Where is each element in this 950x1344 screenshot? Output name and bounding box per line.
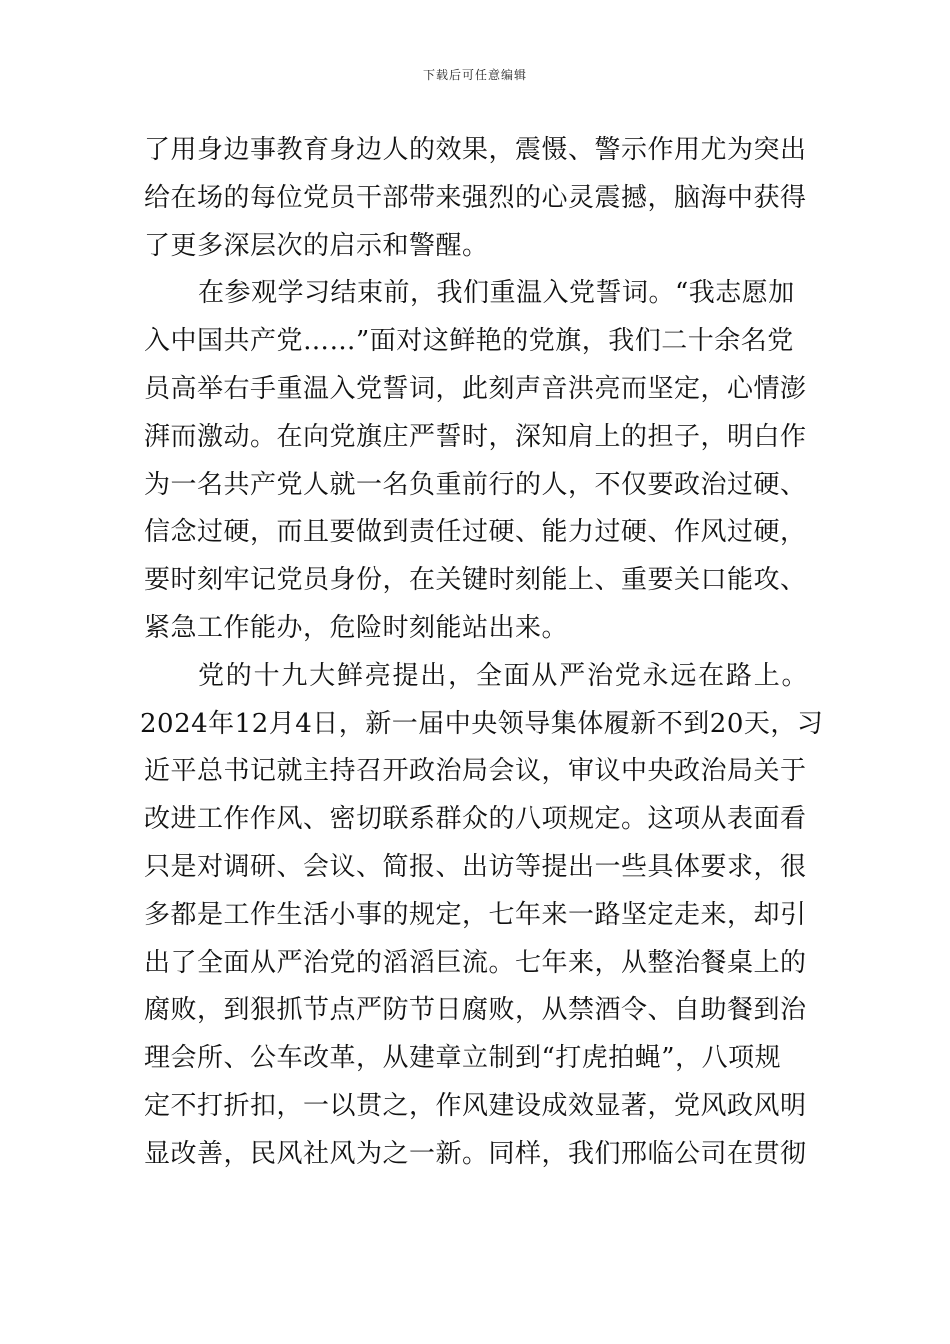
text-line: 腐败，到狠抓节点严防节日腐败，从禁酒令、自助餐到治: [144, 995, 807, 1026]
text-line: 显改善，民风社风为之一新。同样，我们邢临公司在贯彻: [144, 1138, 807, 1169]
text-line: 入中国共产党……”面对这鲜艳的党旗，我们二十余名党: [144, 326, 794, 357]
text-line: 在参观学习结束前，我们重温入党誓词。“我志愿加: [198, 278, 795, 309]
text-line: 湃而激动。在向党旗庄严誓时，深知肩上的担子，明白作: [144, 421, 807, 452]
document-body: [140, 127, 824, 1179]
page-header: 下载后可任意编辑: [422, 68, 527, 82]
text-line: 给在场的每位党员干部带来强烈的心灵震撼，脑海中获得: [144, 182, 807, 213]
text-line: 紧急工作能办，危险时刻能站出来。: [144, 612, 569, 643]
text-line: 理会所、公车改革，从建章立制到“打虎拍蝇”，八项规: [144, 1043, 782, 1074]
text-line: 定不打折扣，一以贯之，作风建设成效显著，党风政风明: [144, 1090, 807, 1121]
text-line: 出了全面从严治党的滔滔巨流。七年来，从整治餐桌上的: [144, 947, 807, 978]
text-line: 为一名共产党人就一名负重前行的人，不仅要政治过硬、: [144, 469, 807, 500]
text-line: 2024年12月4日，新一届中央领导集体履新不到20天，习: [140, 708, 824, 739]
text-line: 改进工作作风、密切联系群众的八项规定。这项从表面看: [144, 804, 807, 835]
text-line: 党的十九大鲜亮提出，全面从严治党永远在路上。: [198, 660, 808, 691]
text-line: 了用身边事教育身边人的效果，震慑、警示作用尤为突出: [144, 135, 807, 165]
text-line: 员高举右手重温入党誓词，此刻声音洪亮而坚定，心情澎: [144, 373, 807, 404]
text-line: 要时刻牢记党员身份，在关键时刻能上、重要关口能攻、: [144, 565, 807, 596]
text-line: 了更多深层次的启示和警醒。: [144, 230, 489, 261]
text-line: 多都是工作生活小事的规定，七年来一路坚定走来，却引: [144, 899, 807, 930]
text-line: 信念过硬，而且要做到责任过硬、能力过硬、作风过硬，: [144, 517, 807, 548]
text-line: 近平总书记就主持召开政治局会议，审议中央政治局关于: [144, 756, 807, 787]
text-line: 只是对调研、会议、简报、出访等提出一些具体要求，很: [144, 851, 807, 882]
